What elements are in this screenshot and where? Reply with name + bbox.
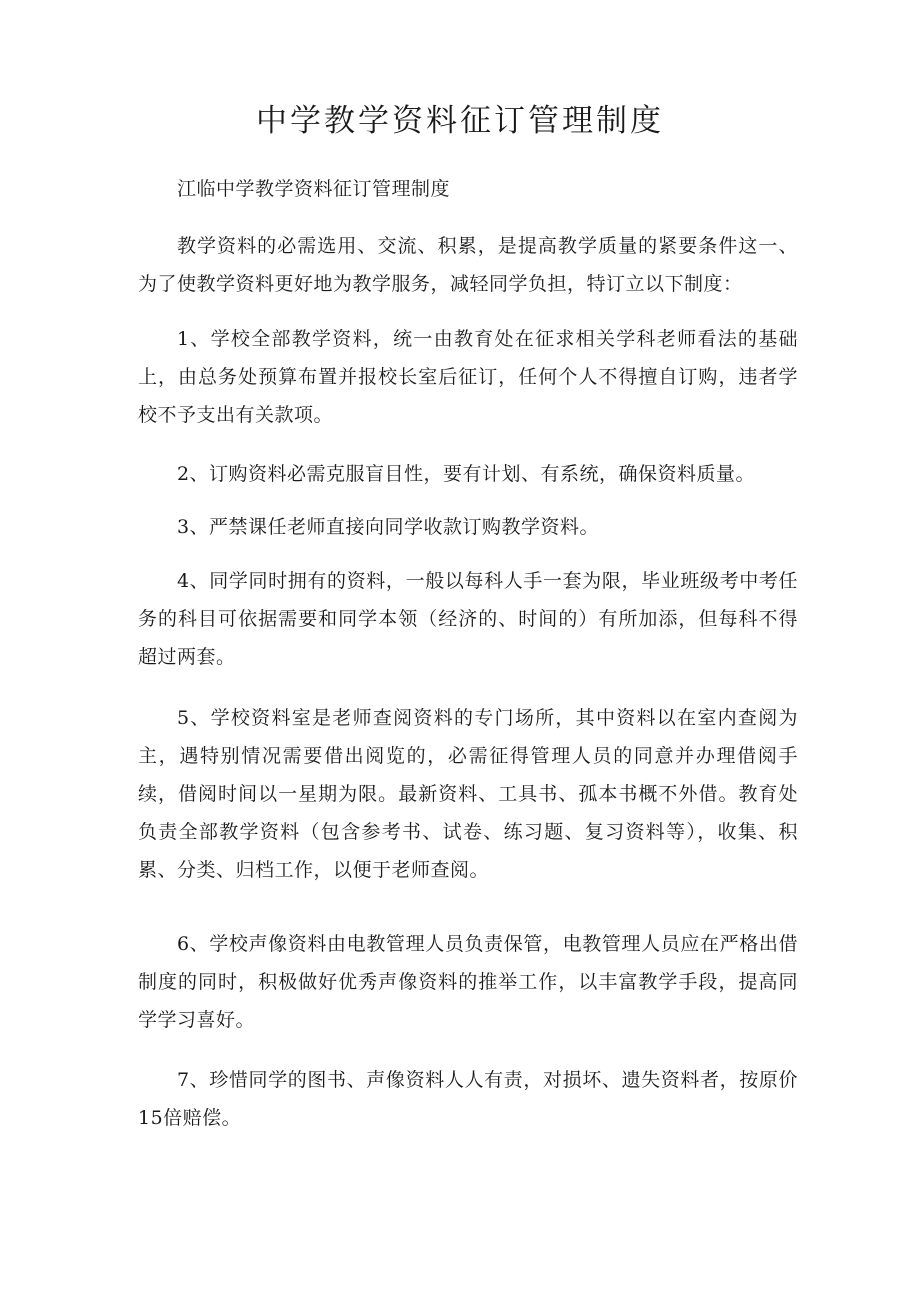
rule-item-6: 6、学校声像资料由电教管理人员负责保管，电教管理人员应在严格出借制度的同时，积极做好优秀声像资料的推举工作，以丰富教学手段，提高同学学习喜好。 (138, 933, 798, 1031)
page-title: 中学教学资料征订管理制度 (256, 103, 664, 139)
rule-item-3: 3、严禁课任老师直接向同学收款订购教学资料。 (176, 516, 600, 538)
rule-item-2: 2、订购资料必需克服盲目性，要有计划、有系统，确保资料质量。 (176, 463, 756, 485)
rule-item-5: 5、学校资料室是老师查阅资料的专门场所，其中资料以在室内查阅为主，遇特别情况需要借出阅览的，必需征得管理人员的同意并办理借阅手续，借阅时间以一星期为限。最新资料、工具书、孤本书概不外借。教育处负责全部教学资料（包含参考书、试卷、练习题、复习资料等），收集、积累、分类、归档工作，以便于老师查阅。 (138, 707, 798, 881)
intro-paragraph: 教学资料的必需选用、交流、积累，是提高教学质量的紧要条件这一、为了使教学资料更好地为教学服务，减轻同学负担，特订立以下制度： (138, 235, 798, 295)
rule-item-1: 1、学校全部教学资料，统一由教育处在征求相关学科老师看法的基础上，由总务处预算布置并报校长室后征订，任何个人不得擅自订购，违者学校不予支出有关款项。 (138, 328, 798, 426)
document-subtitle: 江临中学教学资料征订管理制度 (176, 178, 450, 200)
rule-item-7: 7、珍惜同学的图书、声像资料人人有责，对损坏、遗失资料者，按原价15倍赔偿。 (138, 1069, 798, 1129)
rule-item-4: 4、同学同时拥有的资料，一般以每科人手一套为限，毕业班级考中考任务的科目可依据需要和同学本领（经济的、时间的）有所加添，但每科不得超过两套。 (138, 570, 798, 668)
